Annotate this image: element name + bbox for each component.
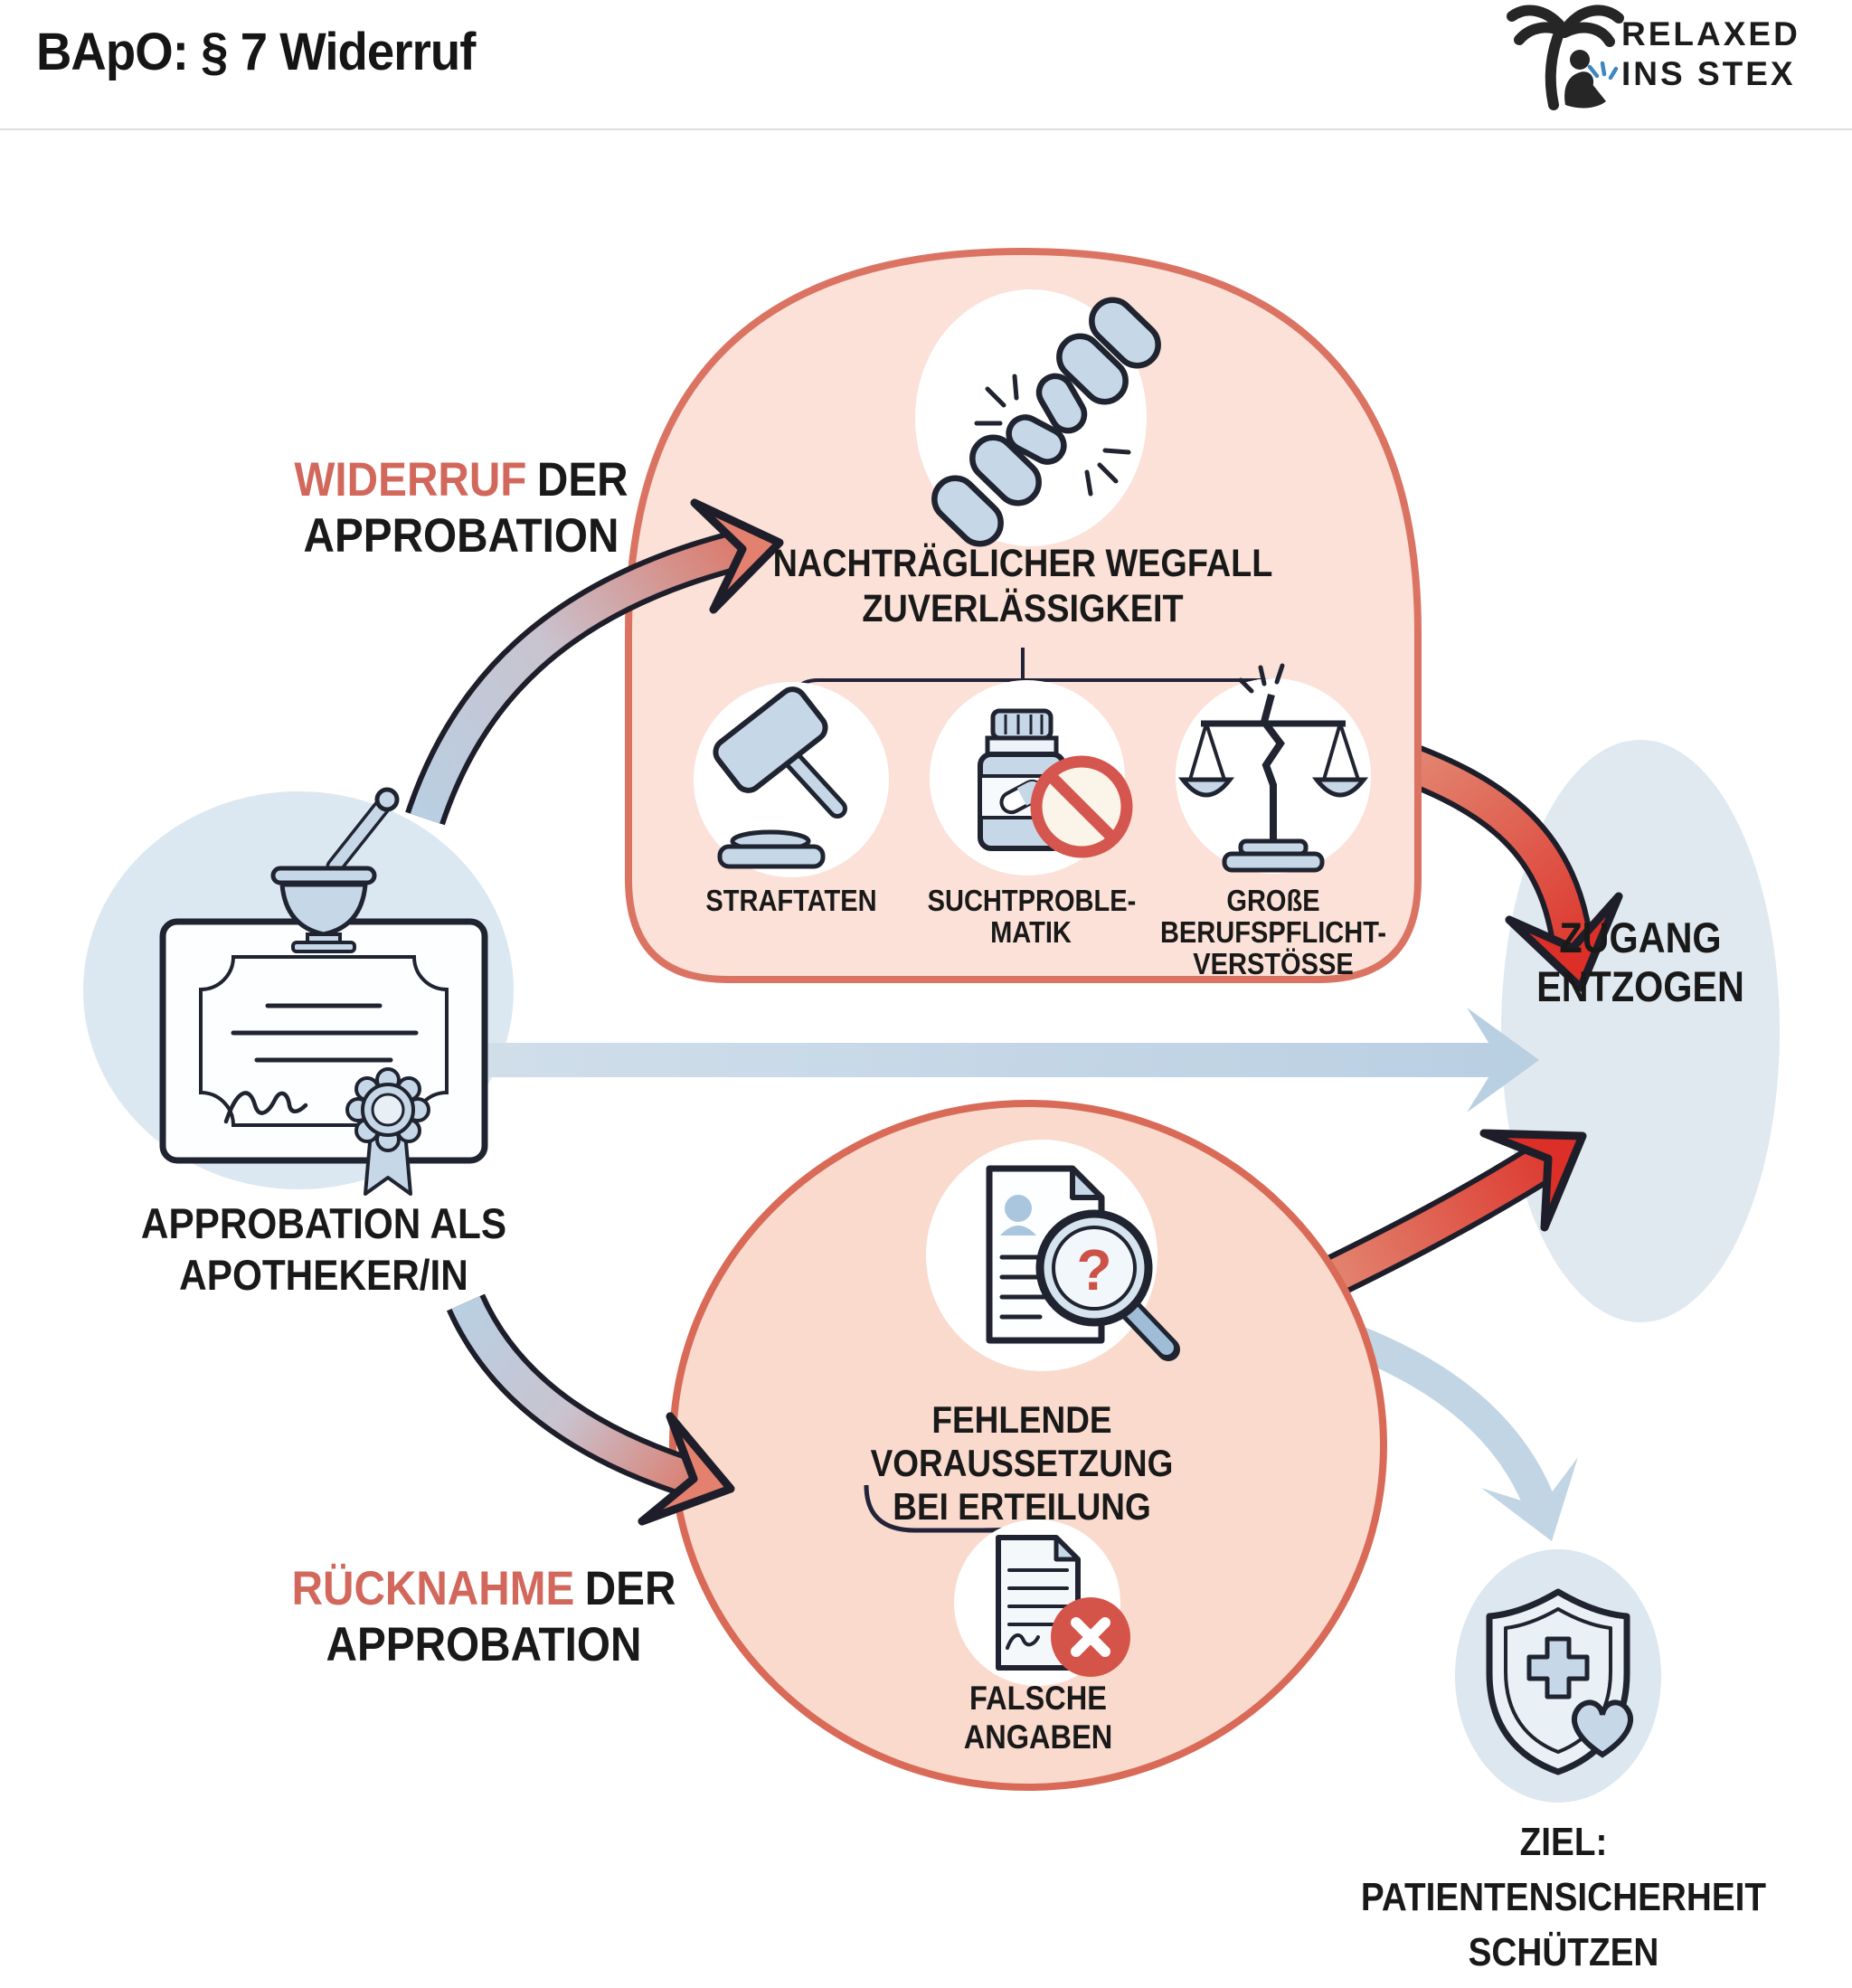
ruecknahme-label	[288, 1561, 679, 1673]
header-divider	[0, 128, 1852, 130]
brand-name-line1: RELAXED	[1621, 15, 1800, 52]
goal-label-line1: ZIEL:	[1519, 1820, 1608, 1864]
palm-tree-icon	[1512, 10, 1619, 108]
gavel-icon	[694, 682, 889, 877]
page-title: BApO: § 7 Widerruf	[36, 23, 476, 81]
widerruf-label-highlight: WIDERRUF	[294, 453, 527, 506]
widerruf-box-title-line2: ZUVERLÄSSIGKEIT	[862, 587, 1184, 630]
widerruf-label	[274, 452, 648, 564]
widerruf-box-title	[744, 541, 1301, 631]
falsche-line1: FALSCHE	[969, 1680, 1107, 1717]
approbation-label	[120, 1198, 527, 1301]
widerruf-label-line2: APPROBATION	[303, 509, 619, 563]
cause-berufspflichtverstoesse-line1: GROßE	[1226, 884, 1320, 917]
arrow-direct-outcome	[488, 1008, 1539, 1112]
cause-berufspflichtverstoesse	[1154, 885, 1393, 980]
ruecknahme-label-highlight: RÜCKNAHME	[291, 1562, 575, 1615]
cause-straftaten-line1: STRAFTATEN	[705, 884, 877, 917]
widerruf-label-rest: DER	[536, 453, 628, 506]
goal-label-line2: PATIENTENSICHERHEIT	[1360, 1875, 1767, 1919]
falsche-line2: ANGABEN	[963, 1718, 1113, 1756]
ruecknahme-label-rest: DER	[584, 1562, 676, 1615]
goal-label-line3: SCHÜTZEN	[1468, 1930, 1659, 1974]
outcome-label-line1: ZUGANG	[1559, 914, 1722, 961]
brand-name-line2: INS STEX	[1621, 55, 1796, 92]
fehlende-line1: FEHLENDE VORAUSSETZUNG	[870, 1398, 1174, 1484]
approbation-label-line1: APPROBATION ALS	[140, 1199, 507, 1247]
cause-suchtproblematik-line2: MATIK	[990, 915, 1072, 949]
cause-suchtproblematik	[928, 885, 1135, 948]
outcome-label-line2: ENTZOGEN	[1536, 962, 1744, 1010]
fehlende-line2: BEI ERTEILUNG	[893, 1485, 1151, 1528]
falsche-angaben-label	[942, 1679, 1133, 1756]
goal-label	[1348, 1814, 1778, 1980]
reading-person-icon	[1564, 50, 1606, 108]
approbation-label-line2: APOTHEKER/IN	[179, 1251, 468, 1299]
brand-name	[1621, 14, 1852, 94]
outcome-label	[1498, 914, 1784, 1011]
widerruf-box-title-line1: NACHTRÄGLICHER WEGFALL	[772, 542, 1273, 585]
fehlende-voraussetzung-label	[799, 1398, 1245, 1529]
error-x-icon	[1051, 1597, 1130, 1677]
cause-suchtproblematik-line1: SUCHTPROBLE-	[927, 884, 1137, 917]
ruecknahme-label-line2: APPROBATION	[326, 1618, 642, 1671]
question-mark: ?	[1076, 1237, 1112, 1302]
cause-berufspflichtverstoesse-line2: BERUFSPFLICHT-	[1159, 915, 1387, 949]
cause-berufspflichtverstoesse-line3: VERSTÖSSE	[1193, 947, 1354, 980]
cause-straftaten	[688, 885, 895, 916]
prohibition-icon	[1036, 762, 1127, 852]
